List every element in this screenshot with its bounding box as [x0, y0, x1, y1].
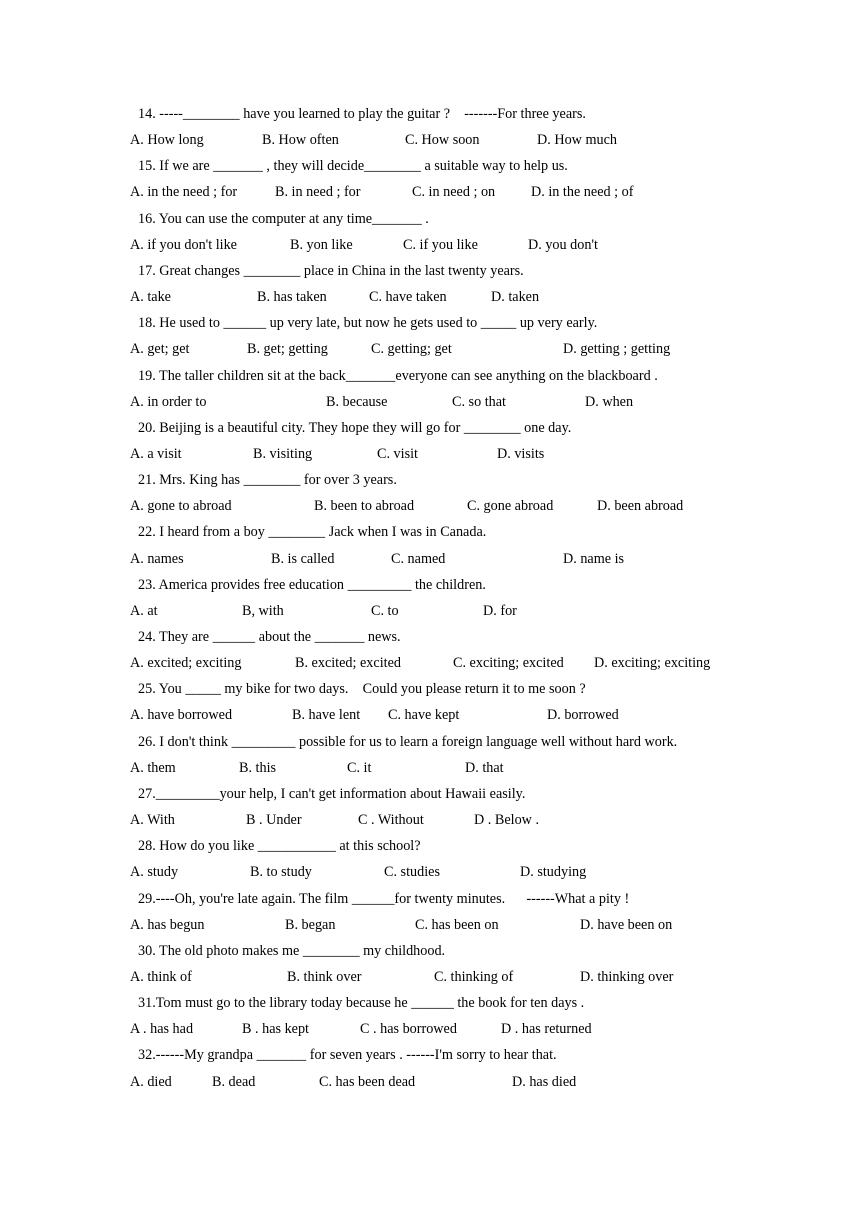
question-stem-line: [0, 574, 860, 596]
question-stem: 30. The old photo makes me ________ my childhood.: [138, 942, 446, 959]
answer-option: D . Below .: [474, 812, 540, 829]
answer-option: C. so that: [452, 393, 506, 410]
answer-options-row: [0, 286, 860, 308]
answer-option: C. have kept: [388, 707, 460, 724]
question-stem-line: [0, 260, 860, 282]
answer-option: D. taken: [491, 289, 540, 306]
question-stem-line: [0, 888, 860, 910]
answer-option: A. With: [130, 812, 175, 829]
answer-options-row: [0, 1071, 860, 1093]
answer-options-row: [0, 914, 860, 936]
answer-option: D. name is: [563, 550, 625, 567]
answer-options-row: [0, 495, 860, 517]
question-stem: 31.Tom must go to the library today because he ______ the book for ten days .: [138, 995, 585, 1012]
question-stem: 25. You _____ my bike for two days. Could you please return it to me soon ?: [138, 681, 586, 698]
question-stem: 14. -----________ have you learned to play the guitar ? -------For three years.: [138, 106, 586, 122]
question-stem: 28. How do you like ___________ at this school?: [138, 838, 421, 855]
answer-option: C. studies: [384, 864, 440, 881]
question-stem-line: [0, 1044, 860, 1066]
question-stem: 15. If we are _______ , they will decide________ a suitable way to help us.: [138, 158, 568, 175]
answer-option: C. How soon: [405, 132, 480, 149]
answer-option: D. have been on: [580, 916, 673, 933]
question-stem-line: [0, 835, 860, 857]
answer-option: C. in need ; on: [412, 184, 496, 201]
answer-option: A. in order to: [130, 393, 207, 410]
answer-option: D. has died: [512, 1073, 577, 1090]
answer-option: A. have borrowed: [130, 707, 233, 724]
answer-options-row: [0, 704, 860, 726]
answer-option: D. when: [585, 393, 634, 410]
question-stem: 20. Beijing is a beautiful city. They hope they will go for ________ one day.: [138, 419, 572, 436]
question-stem-line: [0, 103, 860, 125]
answer-option: B. visiting: [253, 445, 313, 462]
answer-options-row: [0, 391, 860, 413]
answer-option: D . has returned: [501, 1021, 592, 1038]
answer-option: B. dead: [212, 1073, 256, 1090]
answer-option: D. you don't: [528, 236, 598, 253]
answer-option: C . has borrowed: [360, 1021, 457, 1038]
answer-option: D. getting ; getting: [563, 341, 671, 358]
answer-option: B. this: [239, 759, 277, 776]
answer-option: A. in the need ; for: [130, 184, 238, 201]
question-stem-line: [0, 678, 860, 700]
question-stem-line: [0, 312, 860, 334]
question-stem: 22. I heard from a boy ________ Jack when I was in Canada.: [138, 524, 487, 541]
answer-option: D. that: [465, 759, 504, 776]
answer-option: B. have lent: [292, 707, 361, 724]
answer-option: C. named: [391, 550, 446, 567]
answer-options-row: [0, 338, 860, 360]
question-stem-line: [0, 783, 860, 805]
answer-option: D. studying: [520, 864, 587, 881]
answer-option: C. has been on: [415, 916, 499, 933]
question-stem: 26. I don't think _________ possible for us to learn a foreign language well without hard work.: [138, 733, 678, 750]
question-stem: 21. Mrs. King has ________ for over 3 years.: [138, 472, 397, 489]
answer-option: B. yon like: [290, 236, 353, 253]
answer-option: B, with: [242, 602, 284, 619]
answer-options-row: [0, 966, 860, 988]
answer-option: B. to study: [250, 864, 312, 881]
question-stem: 24. They are ______ about the _______ news.: [138, 629, 401, 645]
answer-option: D. borrowed: [547, 707, 619, 724]
question-stem: 32.------My grandpa _______ for seven years . ------I'm sorry to hear that.: [138, 1047, 557, 1064]
answer-options-row: [0, 1018, 860, 1040]
answer-option: A. get; get: [130, 341, 190, 358]
answer-option: B. in need ; for: [275, 184, 361, 201]
answer-option: B. excited; excited: [295, 655, 401, 672]
answer-option: D. been abroad: [597, 498, 684, 515]
answer-option: B. has taken: [257, 289, 327, 306]
question-stem: 29.----Oh, you're late again. The film ______for twenty minutes. ------What a pity !: [138, 890, 630, 907]
answer-option: A. How long: [130, 132, 204, 149]
question-stem: 19. The taller children sit at the back_______everyone can see anything on the blackboard .: [138, 367, 658, 384]
answer-option: A. at: [130, 602, 158, 619]
question-stem-line: [0, 208, 860, 230]
answer-option: B. began: [285, 916, 336, 933]
answer-option: C. gone abroad: [467, 498, 554, 515]
answer-option: C. it: [347, 759, 372, 776]
question-stem-line: [0, 521, 860, 543]
answer-option: A. died: [130, 1073, 172, 1090]
answer-options-row: [0, 652, 860, 674]
answer-options-row: [0, 548, 860, 570]
question-stem-line: [0, 626, 860, 648]
answer-options-row: [0, 757, 860, 779]
answer-options-row: [0, 181, 860, 203]
answer-option: B . has kept: [242, 1021, 309, 1038]
answer-option: A. gone to abroad: [130, 498, 232, 515]
answer-option: B. been to abroad: [314, 498, 415, 515]
answer-option: B. get; getting: [247, 341, 328, 358]
answer-options-row: [0, 861, 860, 883]
question-stem: 17. Great changes ________ place in China in the last twenty years.: [138, 262, 524, 279]
answer-option: C. visit: [377, 445, 418, 462]
answer-option: B . Under: [246, 812, 302, 829]
answer-option: A. study: [130, 864, 179, 881]
answer-options-row: [0, 443, 860, 465]
question-stem: 18. He used to ______ up very late, but now he gets used to _____ up very early.: [138, 315, 598, 332]
answer-option: D. How much: [537, 132, 617, 149]
answer-option: D. exciting; exciting: [594, 655, 711, 672]
answer-option: A. excited; exciting: [130, 655, 242, 672]
answer-option: C. if you like: [403, 236, 478, 253]
question-stem-line: [0, 365, 860, 387]
answer-option: C. has been dead: [319, 1073, 416, 1090]
answer-option: C. exciting; excited: [453, 655, 564, 672]
question-stem-line: [0, 731, 860, 753]
question-stem: 16. You can use the computer at any time_______ .: [138, 210, 429, 227]
answer-option: A. take: [130, 289, 171, 306]
answer-option: B. How often: [262, 132, 339, 149]
question-stem-line: [0, 940, 860, 962]
answer-option: A. if you don't like: [130, 236, 237, 253]
answer-option: B. is called: [271, 550, 335, 567]
answer-option: C. getting; get: [371, 341, 452, 358]
question-stem-line: [0, 469, 860, 491]
answer-option: C. thinking of: [434, 968, 514, 985]
answer-option: D. in the need ; of: [531, 184, 634, 201]
answer-option: D. thinking over: [580, 968, 674, 985]
answer-options-row: [0, 809, 860, 831]
question-stem-line: [0, 417, 860, 439]
answer-option: D. for: [483, 602, 517, 619]
answer-options-row: [0, 129, 860, 151]
answer-option: C. to: [371, 602, 399, 619]
answer-option: B. because: [326, 393, 388, 410]
answer-option: C . Without: [358, 812, 424, 829]
answer-option: A. a visit: [130, 445, 182, 462]
question-stem-line: [0, 992, 860, 1014]
answer-option: B. think over: [287, 968, 362, 985]
answer-option: C. have taken: [369, 289, 447, 306]
answer-option: A. names: [130, 550, 184, 567]
answer-option: A. has begun: [130, 916, 205, 933]
question-stem: 23. America provides free education _________ the children.: [138, 576, 486, 593]
answer-option: A. think of: [130, 968, 192, 985]
answer-options-row: [0, 234, 860, 256]
question-stem-line: [0, 155, 860, 177]
answer-option: D. visits: [497, 445, 545, 462]
answer-options-row: [0, 600, 860, 622]
answer-option: A . has had: [130, 1021, 194, 1038]
question-stem: 27._________your help, I can't get information about Hawaii easily.: [138, 785, 526, 802]
answer-option: A. them: [130, 759, 176, 776]
